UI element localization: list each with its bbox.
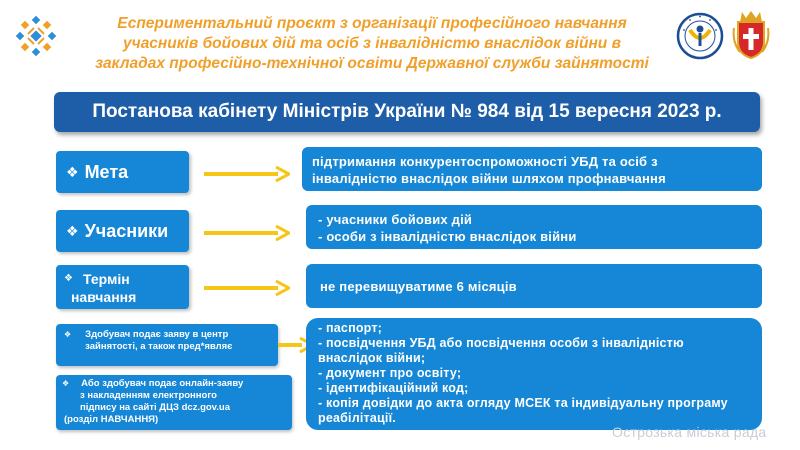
apply-online-line-2: з накладенням електронного [80, 390, 217, 401]
participants-label-box [56, 210, 189, 252]
diamond-bullet-icon: ❖ [66, 222, 79, 239]
apply-online-box [56, 375, 292, 430]
apply-center-box [56, 324, 278, 366]
doc-item-2: - посвідчення УБД або посвідчення особи з інвалідністю [318, 336, 684, 350]
goal-value-box [302, 147, 762, 191]
term-label-box [56, 265, 189, 309]
project-title-line-2: учасників бойових дій та осіб з інвалідністю внаслідок війни в [123, 35, 621, 52]
watermark: Острозька міська рада [612, 424, 767, 440]
project-title-line-1: Еспериментальний проєкт з організації професійного навчання [117, 15, 627, 32]
diamond-bullet-icon: ❖ [64, 330, 72, 339]
doc-item-7: реабілітації. [318, 411, 396, 425]
ornament-logo-icon [14, 14, 58, 58]
participants-value-box [306, 205, 762, 249]
term-label-line-2: навчання [70, 289, 137, 305]
apply-online-line-4: (розділ НАВЧАННЯ) [64, 414, 159, 425]
apply-online-line-3: підпису на сайті ДЦЗ dcz.gov.ua [80, 402, 230, 413]
goal-label-box [56, 151, 189, 193]
documents-box [306, 318, 762, 430]
doc-item-3: внаслідок війни; [318, 351, 426, 365]
diamond-bullet-icon: ❖ [66, 163, 79, 180]
coat-of-arms-icon [732, 8, 770, 62]
term-value-box [306, 264, 762, 308]
apply-center-line-1: Здобувач подає заяву в центр [85, 329, 229, 340]
arrow-right-icon [204, 166, 290, 182]
apply-online-line-1: Або здобувач подає онлайн-заяву [81, 378, 244, 389]
apply-center-line-2: зайнятості, а також пред*являє [85, 341, 233, 352]
term-value: не перевищуватиме 6 місяців [320, 278, 517, 294]
doc-item-4: - документ про освіту; [318, 366, 462, 380]
project-title [72, 14, 672, 74]
doc-item-1: - паспорт; [318, 321, 383, 335]
decree-text: Постанова кабінету Міністрів України № 984 від 15 вересня 2023 р. [92, 101, 722, 122]
doc-item-6: - копія довідки до акта огляду МСЕК та індивідуальну програму [318, 396, 728, 410]
arrow-right-icon [204, 225, 290, 241]
project-title-line-3: закладах професійно-технічної освіти Державної служби зайнятості [95, 55, 649, 72]
employment-service-emblem-icon [676, 12, 724, 60]
goal-value-line-2: інвалідністю внаслідок війни шляхом профнавчання [312, 171, 666, 186]
goal-label: Мета [84, 161, 129, 182]
term-label-line-1: Термін [82, 271, 130, 287]
doc-item-5: - ідентифікаційний код; [318, 381, 469, 395]
participants-item-1: - учасники бойових дій [318, 212, 473, 227]
arrow-right-icon [204, 280, 290, 296]
diamond-bullet-icon: ❖ [64, 273, 73, 284]
goal-value-line-1: підтримання конкурентоспроможності УБД та осіб з [312, 154, 658, 169]
participants-item-2: - особи з інвалідністю внаслідок війни [318, 229, 577, 244]
participants-label: Учасники [84, 220, 169, 241]
diamond-bullet-icon: ❖ [62, 379, 70, 388]
decree-banner [54, 92, 760, 132]
